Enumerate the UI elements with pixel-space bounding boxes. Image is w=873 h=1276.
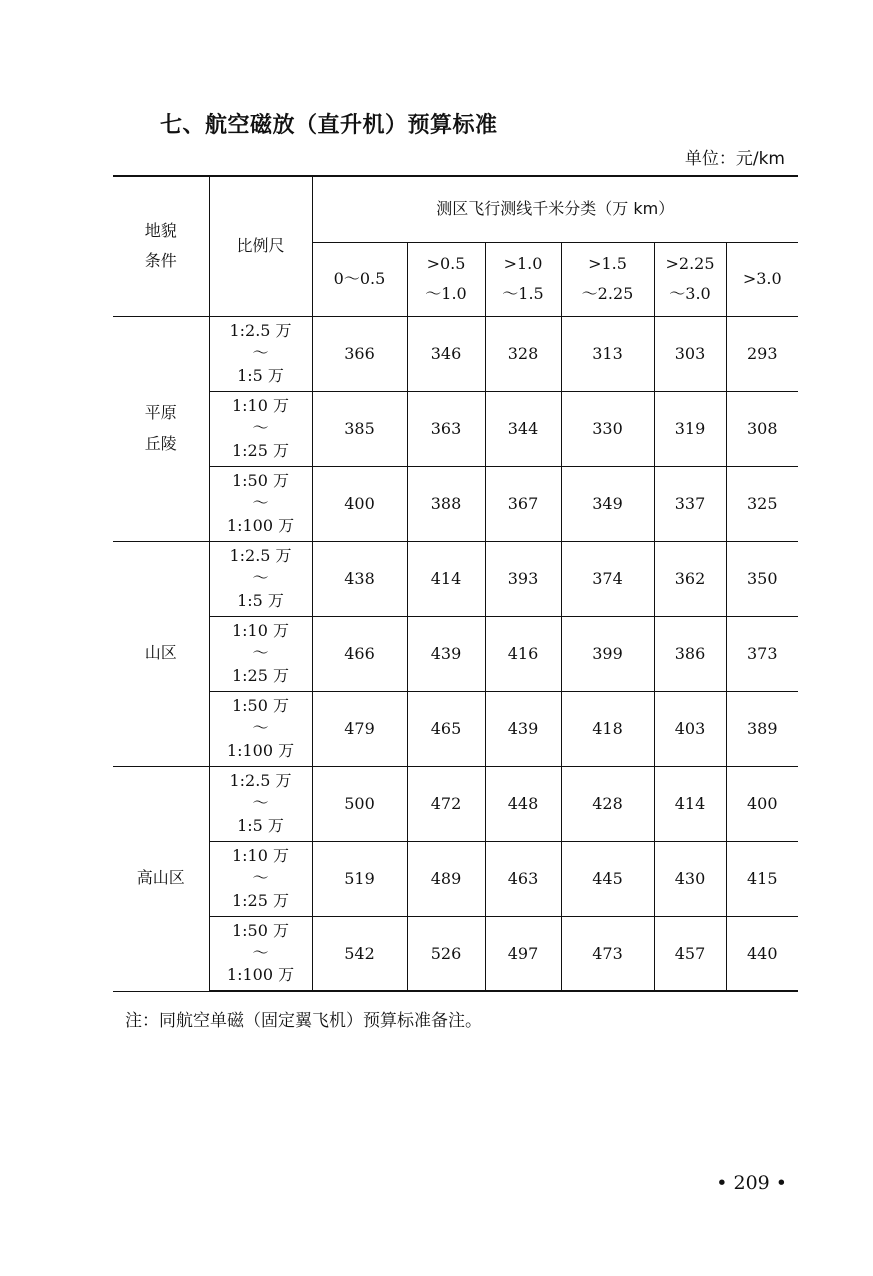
price-cell: 313 xyxy=(561,316,654,391)
price-cell: 489 xyxy=(407,841,485,916)
price-cell: 415 xyxy=(726,841,798,916)
price-cell: 366 xyxy=(312,316,407,391)
scale-cell: 1:10 万 ～ 1:25 万 xyxy=(209,616,312,691)
table-row xyxy=(113,316,798,391)
scale-cell: 1:10 万 ～ 1:25 万 xyxy=(209,841,312,916)
price-cell: 362 xyxy=(654,541,726,616)
table-row xyxy=(113,466,798,541)
scale-cell: 1:50 万 ～ 1:100 万 xyxy=(209,466,312,541)
price-cell: 542 xyxy=(312,916,407,991)
price-cell: 293 xyxy=(726,316,798,391)
table-row xyxy=(113,841,798,916)
price-cell: 465 xyxy=(407,691,485,766)
price-cell: 363 xyxy=(407,391,485,466)
scale-cell: 1:2.5 万 ～ 1:5 万 xyxy=(209,766,312,841)
terrain-cell: 山区 xyxy=(113,541,209,766)
price-cell: 400 xyxy=(726,766,798,841)
scale-cell: 1:50 万 ～ 1:100 万 xyxy=(209,691,312,766)
price-cell: 463 xyxy=(485,841,561,916)
page-number: • 209 • xyxy=(716,1172,787,1194)
page-title: 七、航空磁放（直升机）预算标准 xyxy=(160,113,498,138)
scale-cell: 1:10 万 ～ 1:25 万 xyxy=(209,391,312,466)
header-range-4: >1.5 ～2.25 xyxy=(561,242,654,316)
scale-cell: 1:2.5 万 ～ 1:5 万 xyxy=(209,541,312,616)
price-cell: 414 xyxy=(407,541,485,616)
header-range-3: >1.0 ～1.5 xyxy=(485,242,561,316)
price-cell: 350 xyxy=(726,541,798,616)
price-cell: 497 xyxy=(485,916,561,991)
footnote: 注：同航空单磁（固定翼飞机）预算标准备注。 xyxy=(125,1011,482,1031)
price-cell: 400 xyxy=(312,466,407,541)
price-cell: 457 xyxy=(654,916,726,991)
price-cell: 418 xyxy=(561,691,654,766)
price-cell: 500 xyxy=(312,766,407,841)
price-cell: 439 xyxy=(485,691,561,766)
price-cell: 445 xyxy=(561,841,654,916)
price-cell: 328 xyxy=(485,316,561,391)
unit-label: 单位：元/km xyxy=(684,149,785,169)
price-cell: 428 xyxy=(561,766,654,841)
price-cell: 386 xyxy=(654,616,726,691)
header-scale: 比例尺 xyxy=(209,176,312,316)
price-cell: 346 xyxy=(407,316,485,391)
price-cell: 439 xyxy=(407,616,485,691)
price-cell: 473 xyxy=(561,916,654,991)
price-cell: 399 xyxy=(561,616,654,691)
scale-cell: 1:50 万 ～ 1:100 万 xyxy=(209,916,312,991)
price-cell: 448 xyxy=(485,766,561,841)
price-cell: 330 xyxy=(561,391,654,466)
price-cell: 388 xyxy=(407,466,485,541)
price-cell: 373 xyxy=(726,616,798,691)
price-cell: 367 xyxy=(485,466,561,541)
price-cell: 440 xyxy=(726,916,798,991)
price-cell: 430 xyxy=(654,841,726,916)
price-cell: 389 xyxy=(726,691,798,766)
price-cell: 393 xyxy=(485,541,561,616)
table-row xyxy=(113,616,798,691)
table-row xyxy=(113,916,798,991)
table-row xyxy=(113,391,798,466)
header-range-2: >0.5 ～1.0 xyxy=(407,242,485,316)
header-range-5: >2.25 ～3.0 xyxy=(654,242,726,316)
terrain-cell: 平原 丘陵 xyxy=(113,316,209,541)
price-cell: 385 xyxy=(312,391,407,466)
price-cell: 319 xyxy=(654,391,726,466)
price-cell: 403 xyxy=(654,691,726,766)
price-cell: 526 xyxy=(407,916,485,991)
price-cell: 344 xyxy=(485,391,561,466)
price-cell: 325 xyxy=(726,466,798,541)
table-row xyxy=(113,541,798,616)
header-distance-group: 测区飞行测线千米分类（万 km） xyxy=(312,176,798,242)
table-body xyxy=(113,316,798,991)
price-cell: 479 xyxy=(312,691,407,766)
price-cell: 349 xyxy=(561,466,654,541)
price-cell: 303 xyxy=(654,316,726,391)
table-row xyxy=(113,766,798,841)
scale-cell: 1:2.5 万 ～ 1:5 万 xyxy=(209,316,312,391)
price-cell: 337 xyxy=(654,466,726,541)
header-range-6: >3.0 xyxy=(726,242,798,316)
price-cell: 466 xyxy=(312,616,407,691)
price-cell: 416 xyxy=(485,616,561,691)
budget-table xyxy=(113,175,798,992)
price-cell: 308 xyxy=(726,391,798,466)
header-terrain: 地貌 条件 xyxy=(113,176,209,316)
price-cell: 519 xyxy=(312,841,407,916)
price-cell: 414 xyxy=(654,766,726,841)
price-cell: 472 xyxy=(407,766,485,841)
header-range-1: 0～0.5 xyxy=(312,242,407,316)
price-cell: 374 xyxy=(561,541,654,616)
table-row xyxy=(113,691,798,766)
price-cell: 438 xyxy=(312,541,407,616)
terrain-cell: 高山区 xyxy=(113,766,209,991)
